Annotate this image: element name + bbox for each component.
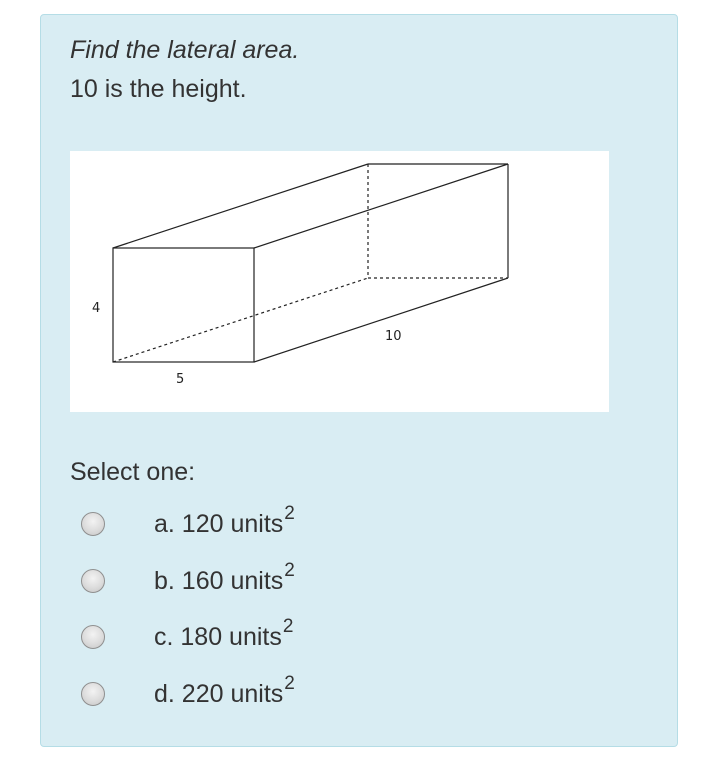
option-label: d. 220 units$^2$ [154,673,295,708]
radio-button[interactable] [81,682,105,706]
question-subtext: 10 is the height. [70,75,247,103]
radio-button[interactable] [81,569,105,593]
edge-bottom-right [254,278,508,362]
option-c[interactable] [81,617,381,657]
label-width: 5 [176,372,185,387]
select-one-label: Select one: [70,458,196,486]
prism-diagram [70,151,609,412]
option-d[interactable] [81,674,381,714]
option-label: c. 180 units$^2$ [154,616,294,651]
front-face [113,248,254,362]
option-b[interactable] [81,561,381,601]
label-height: 4 [92,301,101,316]
question-text: Find the lateral area. [70,36,300,64]
edge-top-left [113,164,368,248]
edge-top-right [254,164,508,248]
option-label: a. 120 units$^2$ [154,503,295,538]
label-length: 10 [385,329,402,344]
question-card [40,14,678,747]
radio-button[interactable] [81,512,105,536]
option-label: b. 160 units$^2$ [154,560,295,595]
prism-figure [70,151,609,412]
radio-button[interactable] [81,625,105,649]
hidden-edge-bottom-left [113,278,368,362]
option-a[interactable] [81,504,381,544]
